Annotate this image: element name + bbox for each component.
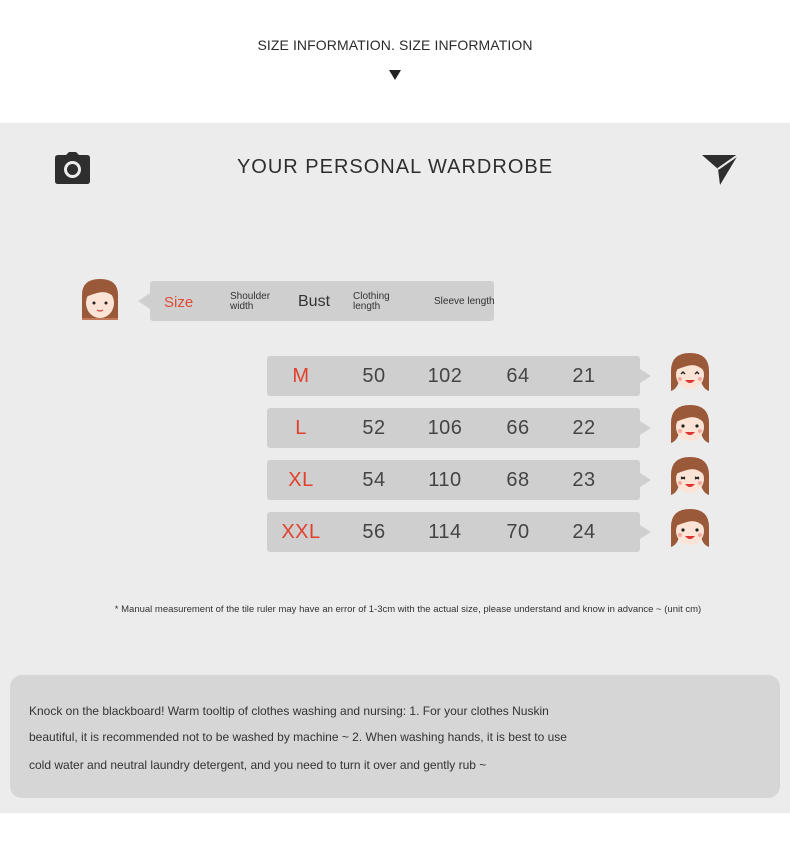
wardrobe-title: YOUR PERSONAL WARDROBE xyxy=(236,156,554,178)
legend-clothing-length: Clothing length xyxy=(353,291,390,312)
shoulder-value: 50 xyxy=(362,365,386,387)
section-title: SIZE INFORMATION. SIZE INFORMATION xyxy=(257,37,533,53)
size-row xyxy=(267,408,640,448)
shoulder-value: 54 xyxy=(362,469,386,491)
sleeve-value: 23 xyxy=(572,469,596,491)
legend-bust: Bust xyxy=(298,293,331,310)
sleeve-value: 21 xyxy=(572,365,596,387)
size-label: XXL xyxy=(281,521,321,543)
length-value: 64 xyxy=(506,365,530,387)
top-header xyxy=(0,0,790,123)
bust-value: 114 xyxy=(428,521,462,543)
washing-tip-line: cold water and neutral laundry detergent, and you need to turn it over and gently rub ~ xyxy=(29,758,487,772)
washing-tip-line: Knock on the blackboard! Warm tooltip of clothes washing and nursing: 1. For your clothes Nuskin xyxy=(29,704,549,718)
down-triangle-icon xyxy=(389,70,401,80)
bust-value: 102 xyxy=(427,365,463,387)
girl-face-icon xyxy=(668,507,712,549)
size-row xyxy=(267,512,640,552)
row-pointer xyxy=(640,473,651,487)
bottom-strip xyxy=(0,813,790,853)
girl-face-icon xyxy=(668,455,712,497)
row-pointer xyxy=(640,369,651,383)
girl-face-icon xyxy=(668,403,712,445)
shoulder-value: 56 xyxy=(362,521,386,543)
row-pointer xyxy=(640,525,651,539)
girl-avatar-icon xyxy=(79,277,121,321)
girl-face-icon xyxy=(668,351,712,393)
legend-sleeve-length: Sleeve length xyxy=(434,296,495,307)
sleeve-value: 24 xyxy=(572,521,596,543)
length-value: 68 xyxy=(506,469,530,491)
bust-value: 110 xyxy=(428,469,462,491)
measurement-note: * Manual measurement of the tile ruler may have an error of 1-3cm with the actual size, please understand and know in advance ~ (unit cm) xyxy=(114,604,702,615)
row-pointer xyxy=(640,421,651,435)
send-icon xyxy=(702,153,738,187)
legend-pointer xyxy=(138,293,150,309)
legend-shoulder-width: Shoulder width xyxy=(230,291,271,312)
washing-tip-line: beautiful, it is recommended not to be washed by machine ~ 2. When washing hands, it is best to use xyxy=(29,730,567,744)
size-label: L xyxy=(295,417,307,439)
shoulder-value: 52 xyxy=(362,417,386,439)
size-row xyxy=(267,460,640,500)
size-label: M xyxy=(292,365,310,387)
size-label: XL xyxy=(288,469,314,491)
size-row xyxy=(267,356,640,396)
sleeve-value: 22 xyxy=(572,417,596,439)
bust-value: 106 xyxy=(427,417,463,439)
legend-size: Size xyxy=(164,294,194,311)
length-value: 70 xyxy=(506,521,530,543)
length-value: 66 xyxy=(506,417,530,439)
